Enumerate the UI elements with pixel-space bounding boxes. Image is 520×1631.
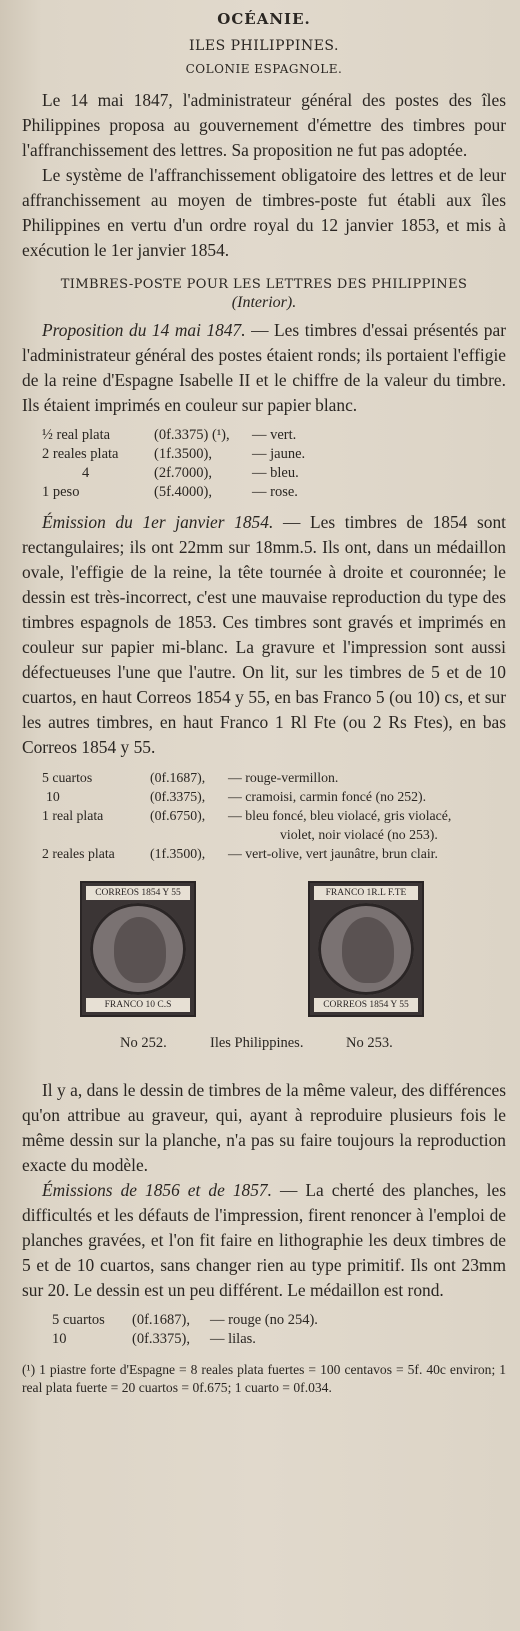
stamp-top-label: CORREOS 1854 Y 55 (86, 886, 190, 900)
section-title: TIMBRES-POSTE POUR LES LETTRES DES PHILIPPINES (60, 277, 468, 292)
country-heading: ILES PHILIPPINES. (189, 38, 339, 54)
item-color: — jaune. (252, 446, 306, 462)
proposition-paragraph (22, 318, 506, 418)
stamp-top-label: FRANCO 1R.L F.TE (314, 886, 418, 900)
item-value: 2 reales plata (42, 446, 119, 462)
list-item (42, 768, 506, 787)
stamp-image-253 (308, 881, 424, 1017)
list-item (42, 825, 506, 844)
emission-1856-lead: Émissions de 1856 et de 1857. (42, 1180, 272, 1200)
region-heading: OCÉANIE. (217, 10, 311, 28)
proposition-lead: Proposition du 14 mai 1847. (42, 320, 246, 340)
item-value: 5 cuartos (52, 1312, 105, 1328)
emission-1856-paragraph (22, 1178, 506, 1303)
emission-1854-paragraph (22, 510, 506, 760)
item-value: ½ real plata (42, 427, 111, 443)
item-value: 10 (46, 789, 60, 804)
stamp-image-252 (80, 881, 196, 1017)
emission-1854-lead: Émission du 1er janvier 1854. (42, 512, 274, 532)
item-price: (2f.7000), (154, 465, 212, 481)
item-price: (0f.3375), (132, 1331, 190, 1347)
item-price: (0f.1687), (150, 770, 206, 785)
emission-1854-text: — Les timbres de 1854 sont rectangulaires; ils ont 22mm sur 18mm.5. Ils ont, dans un médaillon ovale, l'effigie de la reine, la tête tournée à droite et couronnée; le dessin est très-incorrect, c'est une mauvaise reproduction du type des timbres espagnols de 1853. Ces timbres sont gravés et imprimés en couleur sur papier mi-blanc. La gravure et l'impression sont aussi défectueuses l'une que l'autre. On lit, sur les timbres de 5 et de 10 cuartos, en haut Correos 1854 y 55, en bas Franco 5 (ou 10) cs, et sur les autres timbres, en haut Franco 1 Rl Fte (ou 2 Rs Ftes), en bas Correos 1854 y 55. (22, 512, 507, 757)
item-color: — rouge (no 254). (210, 1312, 318, 1328)
item-value: 4 (82, 465, 90, 481)
item-color: — vert. (252, 427, 297, 443)
list-item (42, 844, 506, 863)
intro-paragraph-2: Le système de l'affranchissement obligatoire des lettres et de leur affranchissement au moyen de timbres-poste fut établi aux îles Philippines en vertu d'un ordre royal du 12 janvier 1853, et mis à exécution le 1er janvier 1854. (22, 165, 506, 260)
item-color: — rouge-vermillon. (228, 770, 339, 785)
stamp-illustrations (22, 881, 506, 1021)
emission-1856-text: — La cherté des planches, les difficultés et les défauts de l'impression, firent renoncer à l'emploi de planches gravées, et l'on fit faire en lithographie les deux timbres de 5 et de 10 cuartos, sans changer rien au type primitif. Ils ont 23mm sur 20. Le dessin est un peu différent. Le médaillon est rond. (22, 1180, 506, 1300)
item-value: 2 reales plata (42, 846, 115, 861)
footnote: (¹) 1 piastre forte d'Espagne = 8 reales plata fuertes = 100 centavos = 5f. 40c environ; 1 real plata fuerte = 20 cuartos = 0f.675; 1 cuarto = 0f.034. (22, 1362, 506, 1395)
list-item (52, 1330, 506, 1349)
item-color: — bleu foncé, bleu violacé, gris violacé, (228, 808, 452, 823)
caption-left: No 252. (120, 1035, 167, 1051)
item-price: (1f.3500), (154, 446, 212, 462)
item-color: — lilas. (210, 1331, 256, 1347)
caption-middle: Iles Philippines. (210, 1035, 304, 1051)
item-price: (1f.3500), (150, 846, 206, 861)
list-item (52, 1311, 506, 1330)
stamp-list-1854 (42, 768, 506, 863)
intro-paragraph-1: Le 14 mai 1847, l'administrateur général des postes des îles Philippines proposa au gouvernement d'émettre des timbres pour l'affranchissement des lettres. Sa proposition ne fut pas adoptée. (22, 90, 506, 160)
section-subtitle: (Interior). (231, 294, 297, 311)
item-color: — vert-olive, vert jaunâtre, brun clair. (228, 846, 438, 861)
item-color: — rose. (252, 484, 298, 500)
list-item (42, 787, 506, 806)
list-item (42, 445, 506, 464)
queen-portrait-icon (114, 917, 166, 983)
stamp-bottom-label: FRANCO 10 C.S (86, 998, 190, 1012)
stamp-bottom-label: CORREOS 1854 Y 55 (314, 998, 418, 1012)
list-item (42, 806, 506, 825)
stamp-list-1856 (52, 1311, 506, 1349)
queen-portrait-icon (342, 917, 394, 983)
figure-caption (22, 1035, 506, 1052)
list-item (42, 483, 506, 502)
status-heading: COLONIE ESPAGNOLE. (185, 62, 343, 76)
item-price: (0f.3375), (150, 789, 206, 804)
item-price: (0f.1687), (132, 1312, 190, 1328)
list-item (42, 426, 506, 445)
item-value: 1 real plata (42, 808, 104, 823)
proposition-text: — Les timbres d'essai présentés par l'administrateur général des postes étaient ronds; ils portaient l'effigie de la reine d'Espagne Isabelle II et le chiffre de la valeur du timbre. Ils étaient imprimés en couleur sur papier blanc. (22, 320, 506, 415)
item-value: 10 (52, 1331, 67, 1347)
caption-right: No 253. (346, 1035, 393, 1051)
item-value: 5 cuartos (42, 770, 93, 785)
list-item (42, 464, 506, 483)
item-color: — cramoisi, carmin foncé (no 252). (228, 789, 427, 804)
item-color: — bleu. (252, 465, 299, 481)
item-value: 1 peso (42, 484, 80, 500)
item-price: (5f.4000), (154, 484, 212, 500)
item-price: (0f.6750), (150, 808, 206, 823)
item-color-continued: violet, noir violacé (no 253). (280, 827, 438, 842)
stamp-list-1847 (42, 426, 506, 502)
design-paragraph: Il y a, dans le dessin de timbres de la même valeur, des différences qu'on attribue au graveur, qui, ayant à reproduire plusieurs fois le même dessin sur la planche, n'a pas su faire toujours la reproduction exacte du modèle. (22, 1080, 506, 1175)
item-price: (0f.3375) (¹), (154, 427, 230, 443)
